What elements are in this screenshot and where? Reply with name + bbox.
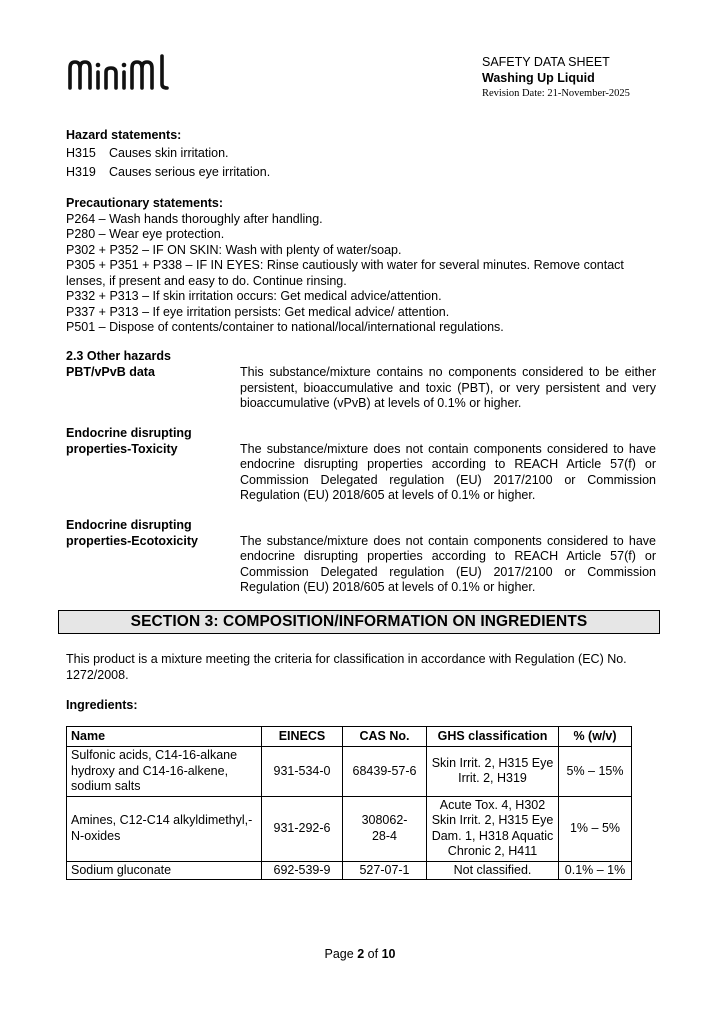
hazard-code: H319 — [66, 165, 96, 179]
precautionary-line: P332 + P313 – If skin irritation occurs: Get medical advice/attention. — [66, 289, 442, 303]
cell-ghs: Skin Irrit. 2, H315 Eye Irrit. 2, H319 — [427, 747, 559, 797]
section-3-intro: This product is a mixture meeting the criteria for classification in accordance with Regulation (EC) No. 1272/2008. — [66, 652, 627, 682]
cell-einecs: 931-292-6 — [262, 796, 343, 861]
endocrine-ecotoxicity-row — [66, 518, 656, 596]
table-row — [67, 796, 632, 861]
hazard-item — [66, 144, 656, 163]
pbt-text: This substance/mixture contains no components considered to be either persistent, bioaccumulative and toxic (PBT), or very persistent and very bioaccumulative (vPvB) at levels of 0.1% or higher. — [240, 365, 656, 410]
other-hazards-title: 2.3 Other hazards — [66, 349, 171, 363]
hazard-text: Causes serious eye irritation. — [109, 165, 271, 179]
of-word: of — [367, 947, 379, 961]
hazard-statements — [66, 127, 656, 182]
table-header-row — [67, 727, 632, 747]
doc-type: SAFETY DATA SHEET — [482, 55, 610, 69]
cell-cas: 308062-28-4 — [343, 796, 427, 861]
endocrine-toxicity-row — [66, 426, 656, 504]
product-name: Washing Up Liquid — [482, 71, 595, 85]
precautionary-line: P302 + P352 – IF ON SKIN: Wash with plenty of water/soap. — [66, 242, 402, 257]
table-row — [67, 861, 632, 880]
ingredients-table — [66, 726, 632, 880]
precautionary-line: P305 + P351 + P338 – IF IN EYES: Rinse cautiously with water for several minutes. Remove contact lenses, if present and easy to do. Continue rinsing. — [66, 258, 624, 288]
revision-date: Revision Date: 21-November-2025 — [482, 88, 630, 99]
col-name: Name — [67, 727, 262, 747]
precautionary-line: P337 + P313 – If eye irritation persists: Get medical advice/ attention. — [66, 304, 450, 319]
document-header — [482, 54, 630, 102]
cell-percent: 1% – 5% — [559, 796, 632, 861]
col-ghs: GHS classification — [427, 727, 559, 747]
cell-cas: 527-07-1 — [343, 861, 427, 880]
hazard-title: Hazard statements: — [66, 128, 182, 142]
precautionary-title: Precautionary statements: — [66, 196, 224, 210]
cell-name: Amines, C12-C14 alkyldimethyl,-N-oxides — [67, 796, 262, 861]
col-cas: CAS No. — [343, 727, 427, 747]
label-line: properties-Ecotoxicity — [66, 533, 198, 548]
label-line: Endocrine disrupting — [66, 426, 192, 440]
hazard-text: Causes skin irritation. — [109, 146, 229, 160]
pbt-label: PBT/vPvB data — [66, 365, 155, 379]
page-current: 2 — [357, 947, 365, 961]
endocrine-toxicity-text: The substance/mixture does not contain components considered to have endocrine disrupting properties according to REACH Article 57(f) or Commission Delegated regulation (EU) 2017/2100 or Commission Regulation (EU) 2018/605 at levels of 0.1% or higher. — [240, 441, 656, 502]
section-3-heading: SECTION 3: COMPOSITION/INFORMATION ON INGREDIENTS — [58, 610, 660, 634]
cell-name: Sodium gluconate — [67, 861, 262, 880]
cell-name: Sulfonic acids, C14-16-alkane hydroxy and C14-16-alkene, sodium salts — [67, 747, 262, 797]
hazard-item — [66, 163, 656, 182]
cell-ghs: Acute Tox. 4, H302 Skin Irrit. 2, H315 Eye Dam. 1, H318 Aquatic Chronic 2, H411 — [427, 796, 559, 861]
ingredients-title: Ingredients: — [66, 698, 138, 712]
endocrine-ecotoxicity-label — [66, 518, 240, 596]
endocrine-toxicity-label — [66, 426, 240, 504]
precautionary-statements — [66, 196, 656, 336]
page-number — [0, 947, 720, 961]
col-einecs: EINECS — [262, 727, 343, 747]
table-row — [67, 747, 632, 797]
cell-ghs: Not classified. — [427, 861, 559, 880]
label-line: properties-Toxicity — [66, 441, 178, 456]
precautionary-line: P501 – Dispose of contents/container to national/local/international regulations. — [66, 320, 504, 334]
miniml-logo — [66, 50, 176, 96]
precautionary-line: P264 – Wash hands thoroughly after handling. — [66, 211, 323, 226]
cell-percent: 0.1% – 1% — [559, 861, 632, 880]
hazard-code: H315 — [66, 146, 96, 160]
precautionary-line: P280 – Wear eye protection. — [66, 227, 225, 241]
cell-einecs: 692-539-9 — [262, 861, 343, 880]
endocrine-ecotoxicity-text: The substance/mixture does not contain components considered to have endocrine disrupting properties according to REACH Article 57(f) or Commission Delegated regulation (EU) 2017/2100 or Commission Regulation (EU) 2018/605 at levels of 0.1% or higher. — [240, 533, 656, 594]
page-total: 10 — [381, 947, 396, 961]
cell-cas: 68439-57-6 — [343, 747, 427, 797]
cell-einecs: 931-534-0 — [262, 747, 343, 797]
pbt-row — [66, 365, 656, 412]
page-word: Page — [324, 947, 354, 961]
label-line: Endocrine disrupting — [66, 518, 192, 532]
cell-percent: 5% – 15% — [559, 747, 632, 797]
col-percent: % (w/v) — [559, 727, 632, 747]
